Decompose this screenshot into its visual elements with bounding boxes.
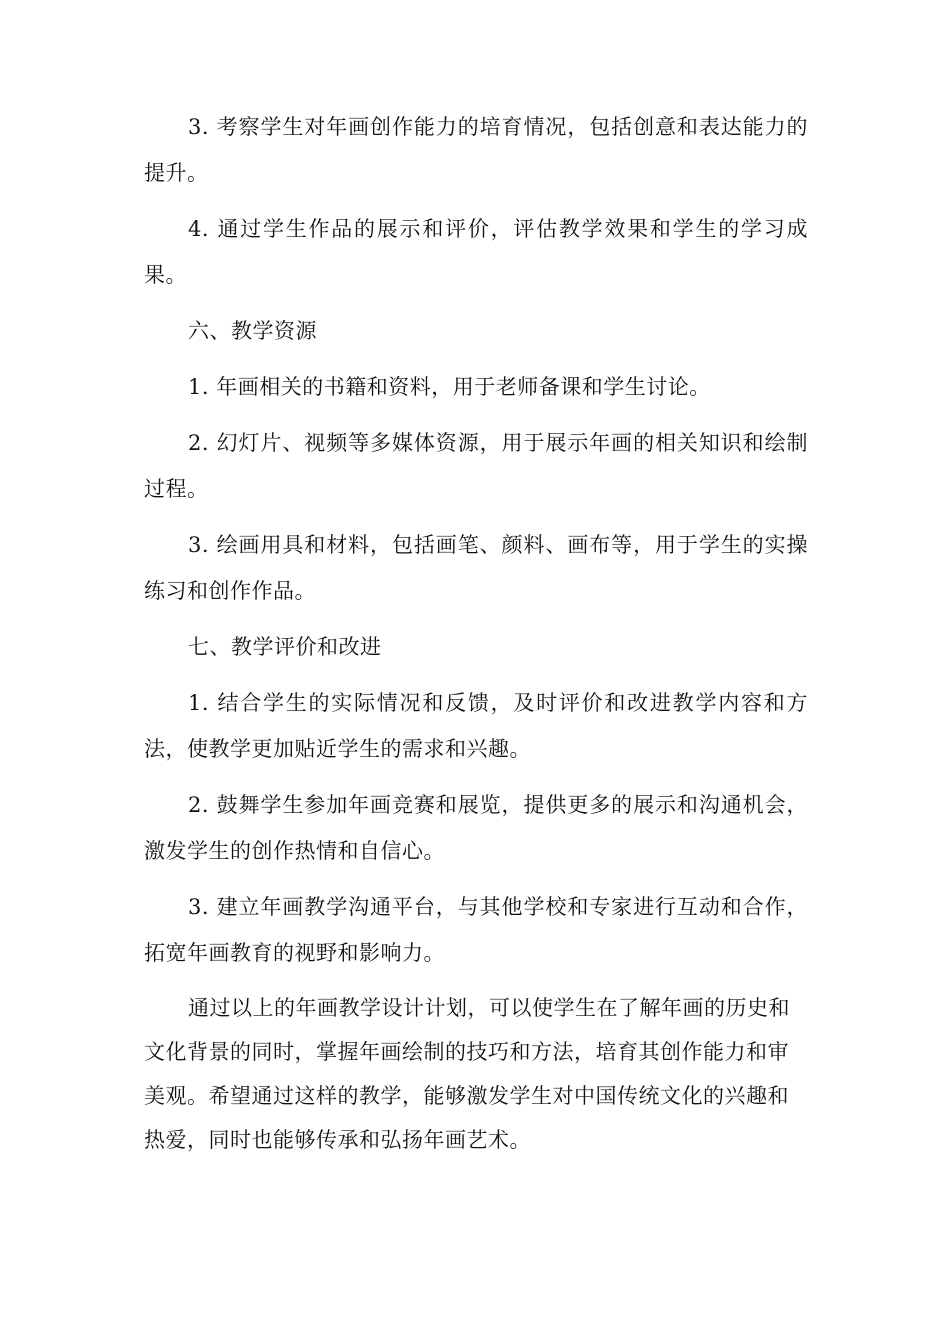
evaluation-item-3: 3. 考察学生对年画创作能力的培育情况，包括创意和表达能力的提升。	[144, 115, 808, 185]
resource-item-1: 1. 年画相关的书籍和资料，用于老师备课和学生讨论。	[188, 375, 711, 399]
closing-paragraph: 通过以上的年画教学设计计划，可以使学生在了解年画的历史和文化背景的同时，掌握年画绘制的技巧和方法，培育其创作能力和审美观。希望通过这样的教学，能够激发学生对中国传统文化的兴趣和热爱，同时也能够传承和弘扬年画艺术。	[144, 996, 790, 1152]
improvement-item-3: 3. 建立年画教学沟通平台，与其他学校和专家进行互动和合作，拓宽年画教育的视野和影响力。	[144, 895, 808, 965]
section-heading-resources: 六、教学资源	[188, 319, 317, 343]
section-heading-evaluation: 七、教学评价和改进	[188, 635, 382, 659]
improvement-item-2: 2. 鼓舞学生参加年画竞赛和展览，提供更多的展示和沟通机会，激发学生的创作热情和自信心。	[144, 793, 808, 863]
document-body	[144, 104, 808, 1162]
evaluation-item-4: 4. 通过学生作品的展示和评价，评估教学效果和学生的学习成果。	[144, 217, 808, 287]
resource-item-3: 3. 绘画用具和材料，包括画笔、颜料、画布等，用于学生的实操练习和创作作品。	[144, 533, 808, 603]
resource-item-2: 2. 幻灯片、视频等多媒体资源，用于展示年画的相关知识和绘制过程。	[144, 431, 808, 501]
improvement-item-1: 1. 结合学生的实际情况和反馈，及时评价和改进教学内容和方法，使教学更加贴近学生的需求和兴趣。	[144, 691, 808, 761]
